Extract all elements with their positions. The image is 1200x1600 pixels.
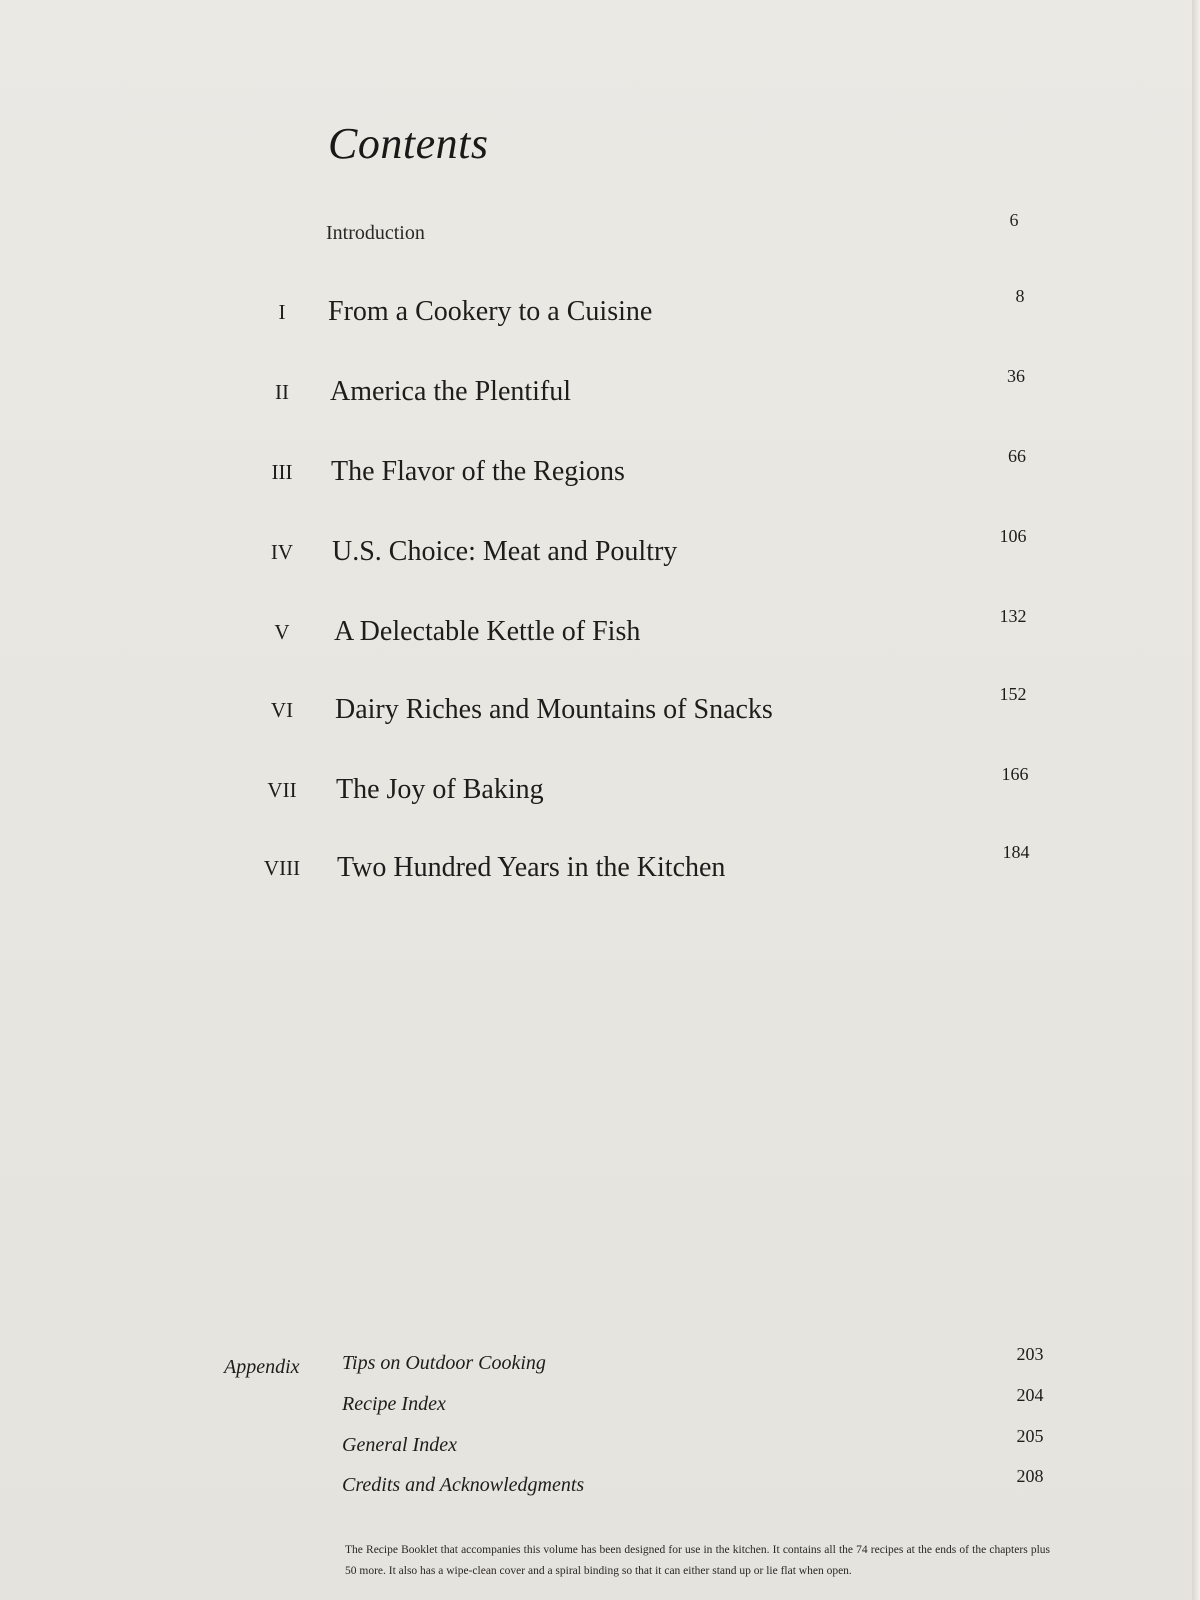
- chapter-row: [0, 526, 1200, 576]
- chapter-page-number: 66: [1008, 446, 1026, 466]
- chapter-numeral: III: [271, 460, 293, 484]
- chapter-title: America the Plentiful: [330, 376, 572, 407]
- appendix-item-title: Tips on Outdoor Cooking: [342, 1352, 546, 1374]
- appendix-item: [0, 1385, 1200, 1423]
- chapter-numeral: IV: [270, 540, 294, 564]
- chapter-numeral: V: [274, 620, 290, 644]
- chapter-page-number: 166: [1001, 764, 1029, 784]
- chapter-page-number: 8: [1015, 286, 1025, 306]
- chapter-row: [0, 684, 1200, 734]
- chapter-row: [0, 606, 1200, 656]
- chapter-title: Two Hundred Years in the Kitchen: [337, 852, 726, 883]
- chapter-numeral: VIII: [263, 856, 301, 880]
- appendix-label: Appendix: [224, 1356, 300, 1378]
- appendix-item-title: Recipe Index: [342, 1393, 446, 1415]
- chapter-title: Dairy Riches and Mountains of Snacks: [335, 694, 773, 725]
- chapter-page-number: 184: [1002, 842, 1030, 862]
- chapter-title: The Flavor of the Regions: [331, 456, 625, 487]
- chapter-page-number: 36: [1007, 366, 1025, 386]
- chapter-row: [0, 286, 1200, 336]
- chapter-title: U.S. Choice: Meat and Poultry: [332, 536, 678, 567]
- chapter-numeral: VII: [267, 778, 297, 802]
- appendix-item: [0, 1466, 1200, 1504]
- chapter-row: [0, 764, 1200, 814]
- introduction-label: Introduction: [326, 222, 425, 244]
- chapter-page-number: 152: [999, 684, 1027, 704]
- chapter-numeral: I: [278, 300, 286, 324]
- appendix-item: [0, 1344, 1200, 1382]
- appendix-item: [0, 1426, 1200, 1464]
- chapter-page-number: 132: [999, 606, 1027, 626]
- chapter-title: From a Cookery to a Cuisine: [328, 296, 653, 327]
- chapter-numeral: II: [275, 380, 289, 404]
- page-title: Contents: [328, 119, 489, 168]
- appendix-item-page-number: 205: [1016, 1426, 1044, 1446]
- chapter-row: [0, 446, 1200, 496]
- appendix-item-title: Credits and Acknowledgments: [342, 1474, 585, 1496]
- appendix-item-page-number: 203: [1016, 1344, 1044, 1364]
- chapter-row: [0, 366, 1200, 416]
- appendix-item-title: General Index: [342, 1434, 457, 1456]
- chapter-title: The Joy of Baking: [336, 774, 544, 805]
- recipe-booklet-note: The Recipe Booklet that accompanies this volume has been designed for use in the kitchen. It contains all the 74 recipes at the ends of the chapters plus 50 more. It also has a wipe-clean cover and a spiral binding so that it can either stand up or lie flat when open.: [345, 1544, 1050, 1577]
- chapter-page-number: 106: [999, 526, 1027, 546]
- chapter-row: [0, 842, 1200, 892]
- appendix-item-page-number: 204: [1016, 1385, 1044, 1405]
- chapter-title: A Delectable Kettle of Fish: [334, 616, 641, 647]
- appendix-item-page-number: 208: [1016, 1466, 1044, 1486]
- chapter-numeral: VI: [270, 698, 294, 722]
- introduction-page-number: 6: [1009, 210, 1019, 230]
